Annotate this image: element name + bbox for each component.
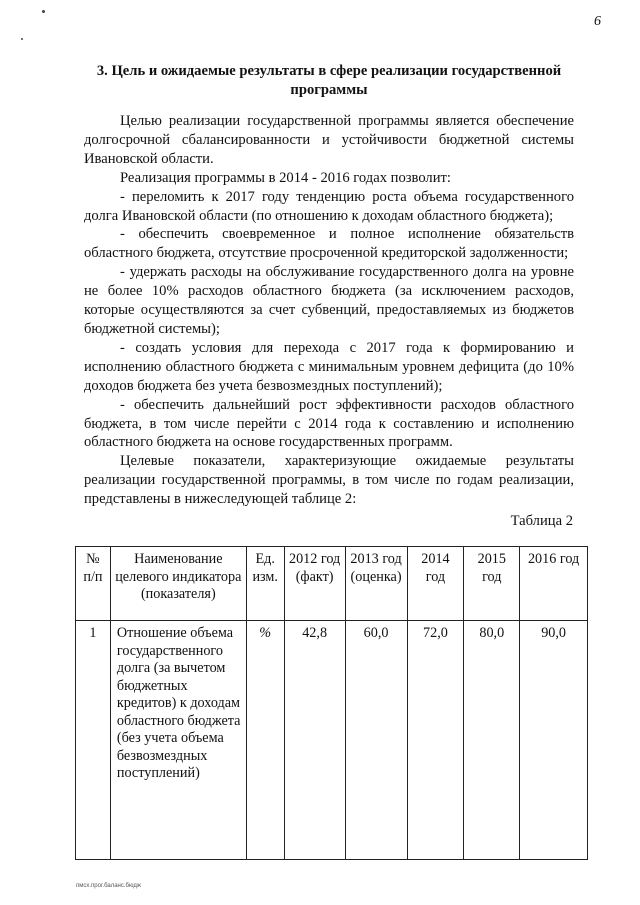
paragraph-goal: Целью реализации государственной программы является обеспечение долгосрочной сбалансированности и устойчивости бюджетной системы Ивановской области.: [84, 113, 574, 167]
paragraph-item: - создать условия для перехода с 2017 года к формированию и исполнению областного бюджета с минимальным уровнем дефицита (до 10% доходов бюджета без учета безвозмездных поступлений);: [84, 339, 574, 394]
header-2015: 2015 год: [464, 547, 520, 621]
header-name: Наименование целевого индикатора (показателя): [110, 547, 246, 621]
header-2013: 2013 год (оценка): [345, 547, 407, 621]
header-num: № п/п: [76, 547, 111, 621]
cell-num: 1: [76, 621, 111, 860]
cell-2012: 42,8: [284, 621, 345, 860]
scan-speck: [42, 10, 45, 13]
paragraph-item: - переломить к 2017 году тенденцию роста объема государственного долга Ивановской области (по отношению к доходам областного бюджета);: [84, 188, 574, 224]
cell-2015: 80,0: [464, 621, 520, 860]
table-caption: Таблица 2: [510, 513, 573, 529]
body-text: [84, 112, 574, 509]
paragraph-item: - удержать расходы на обслуживание государственного долга на уровне не более 10% расходов областного бюджета (за исключением расходов, которые осуществляются за счет субвенций, предоставляемых из бюджетов бюджетной системы);: [84, 264, 574, 337]
table-row: [76, 621, 588, 860]
cell-name: Отношение объема государственного долга (за вычетом бюджетных кредитов) к доходам областного бюджета (без учета объема безвозмездных поступлений): [110, 621, 246, 860]
paragraph-item: - обеспечить своевременное и полное исполнение обязательств областного бюджета, отсутствие просроченной кредиторской задолженности;: [84, 226, 574, 262]
indicators-table: [75, 546, 588, 860]
section-title: 3. Цель и ожидаемые результаты в сфере реализации государственной программы: [96, 63, 562, 98]
footer-file-path: пмсх.прог.баланс.бюдж: [76, 883, 141, 889]
scan-speck: [21, 38, 23, 40]
paragraph-item: - обеспечить дальнейший рост эффективности расходов областного бюджета, в том числе перейти с 2014 года к составлению и исполнению областного бюджета на основе государственных программ.: [84, 396, 574, 451]
cell-unit: %: [246, 621, 284, 860]
paragraph-indicators: Целевые показатели, характеризующие ожидаемые результаты реализации государственной программы, в том числе по годам реализации, представлены в нижеследующей таблице 2:: [84, 453, 574, 508]
table-header-row: [76, 547, 588, 621]
header-2016: 2016 год: [520, 547, 588, 621]
cell-2014: 72,0: [407, 621, 464, 860]
cell-2013: 60,0: [345, 621, 407, 860]
header-unit: Ед. изм.: [246, 547, 284, 621]
cell-2016: 90,0: [520, 621, 588, 860]
header-2014: 2014 год: [407, 547, 464, 621]
paragraph-intro: Реализация программы в 2014 - 2016 годах позволит:: [120, 169, 451, 186]
page-number: 6: [594, 14, 601, 29]
header-2012: 2012 год (факт): [284, 547, 345, 621]
